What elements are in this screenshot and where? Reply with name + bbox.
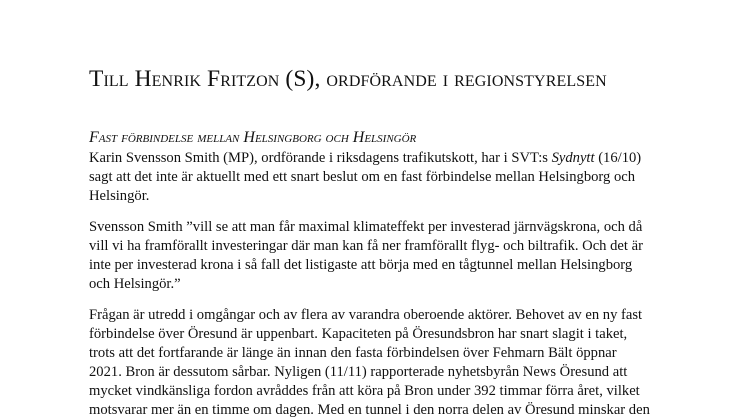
paragraph-1 (89, 149, 689, 206)
paragraph-3-line: Frågan är utredd i omgångar och av flera av varandra oberoende aktörer. Behovet av en ny fast (89, 307, 643, 323)
paragraph-3-line: motsvarar mer än en timme om dagen. Med en tunnel i den norra delen av Öresund minskar den (89, 402, 650, 418)
paragraph-2-line: Svensson Smith ”vill se att man får maximal klimateffekt per investerad järnvägskrona, och då (89, 219, 643, 235)
paragraph-1-line-1 (89, 149, 689, 168)
paragraph-2-line: inte per investerad krona i så fall det listigaste att börja med en tågtunnel mellan Helsingborg (89, 257, 633, 273)
paragraph-1-line-1-post: (16/10) (594, 150, 642, 166)
paragraph-3-line: 2021. Bron är dessutom sårbar. Nyligen (11/11) rapporterade nyhetsbyrån News Öresund att (89, 364, 628, 380)
document-title: Till Henrik Fritzon (S), ordförande i regionstyrelsen (89, 66, 607, 92)
paragraph-2-line: och Helsingör.” (89, 276, 181, 292)
paragraph-1-line-2: sagt att det inte är aktuellt med ett snart beslut om en fast förbindelse mellan Helsingborg och (89, 169, 636, 185)
paragraph-1-line-1-pre: Karin Svensson Smith (MP), ordförande i riksdagens trafikutskott, har i SVT:s (89, 150, 552, 166)
paragraph-3-line: mycket vindkänsliga fordon avråddes från att köra på Bron under 392 timmar förra året, vilket (89, 383, 640, 399)
paragraph-1-line-3: Helsingör. (89, 188, 150, 204)
paragraph-2 (89, 218, 689, 294)
section-subheading: Fast förbindelse mellan Helsingborg och Helsingör (89, 129, 417, 146)
paragraph-2-line: vill vi ha framförallt investeringar där man kan få ner framförallt flyg- och biltrafik. Och det är (89, 238, 643, 254)
paragraph-3-line: förbindelse över Öresund är uppenbart. Kapaciteten på Öresundsbron har snart slagit i taket, (89, 326, 628, 342)
paragraph-3-line: trots att det fortfarande är länge än innan den fasta förbindelsen över Fehmarn Bält öppnar (89, 345, 617, 361)
paragraph-3 (89, 306, 689, 420)
sydnytt-program-name: Sydnytt (551, 150, 595, 166)
